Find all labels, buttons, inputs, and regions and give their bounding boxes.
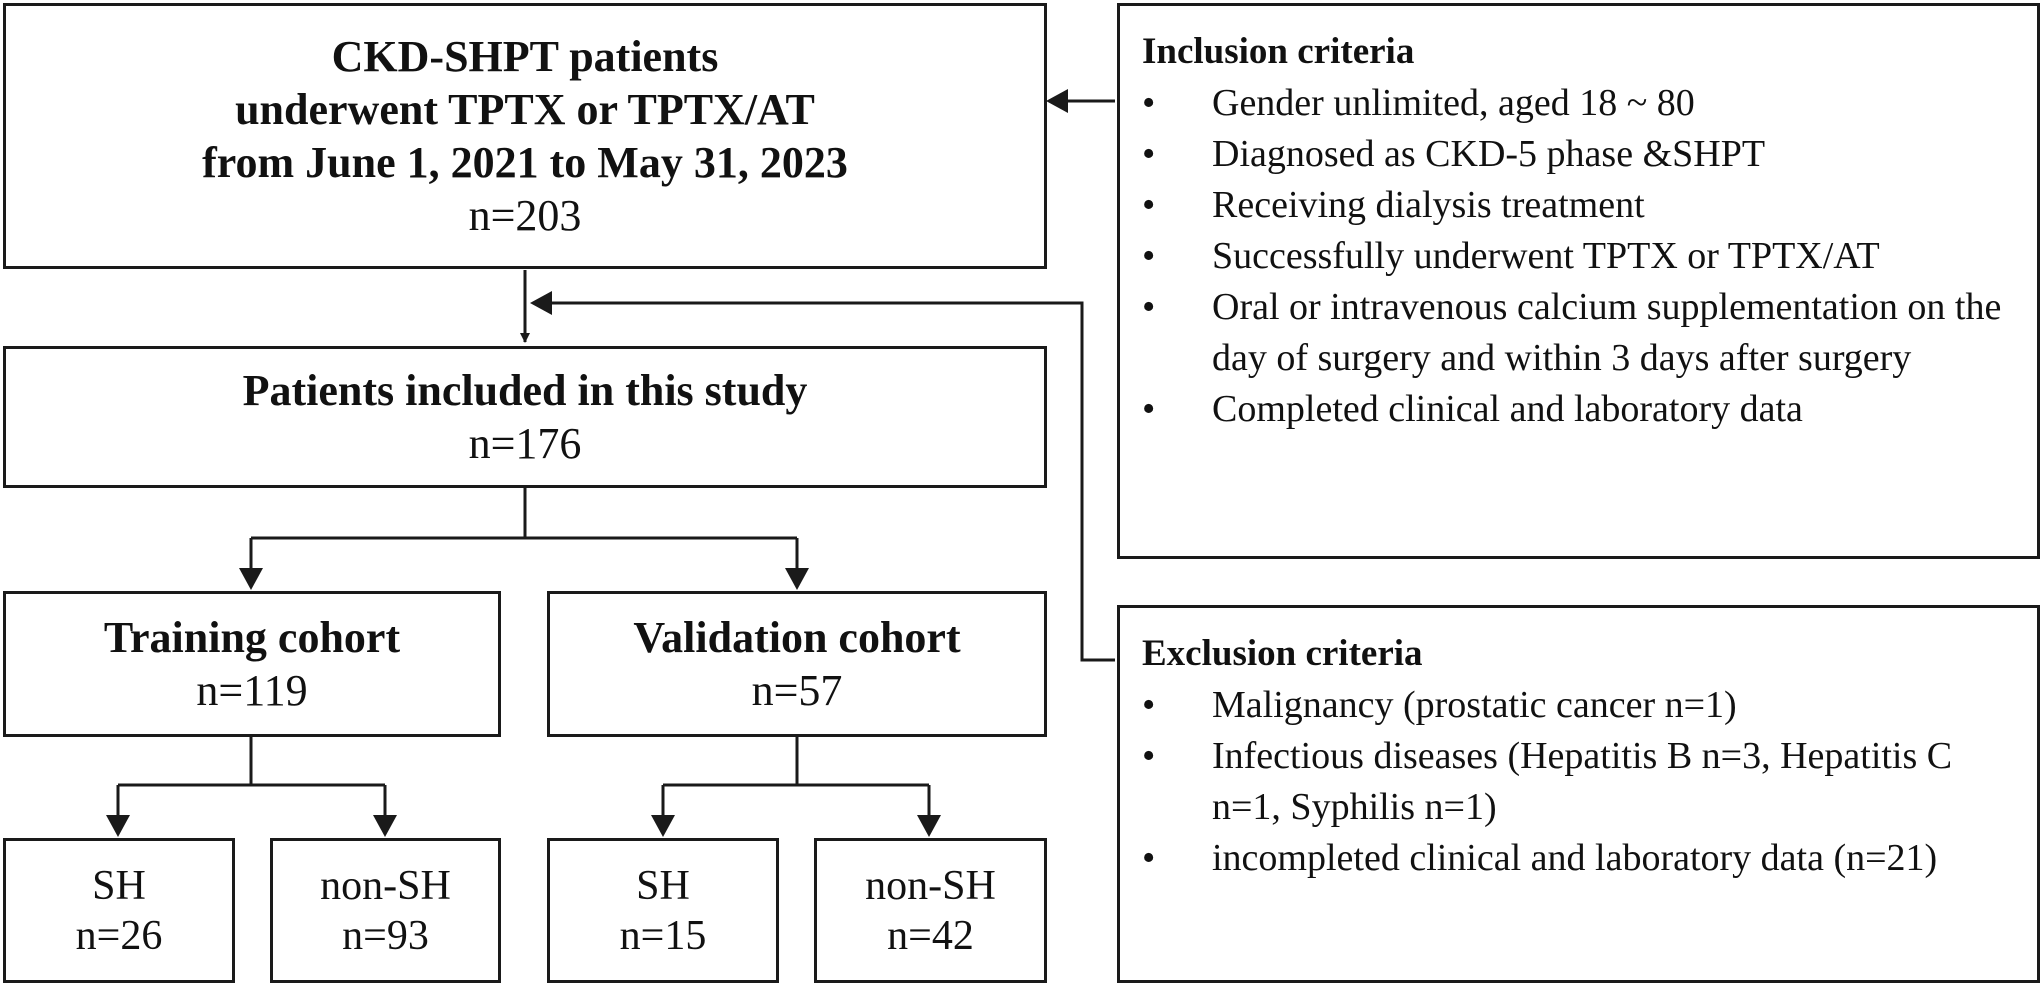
validation-nonsh-box	[814, 838, 1047, 983]
list-item	[1142, 78, 2027, 129]
bullet: •	[1142, 735, 1156, 777]
included-count: n=176	[468, 419, 582, 468]
exclusion-item-text: Infectious diseases (Hepatitis B n=3, Hepatitis C n=1, Syphilis n=1)	[1212, 735, 1953, 828]
inclusion-item-text: Completed clinical and laboratory data	[1212, 388, 1803, 430]
bullet: •	[1142, 235, 1156, 277]
list-item	[1142, 833, 2027, 884]
bullet: •	[1142, 837, 1156, 879]
validation-cohort-box	[547, 591, 1047, 737]
validation-nonsh-count: n=42	[887, 912, 974, 959]
training-nonsh-box	[270, 838, 501, 983]
source-line-3: from June 1, 2021 to May 31, 2023	[202, 138, 848, 187]
validation-nonsh-label: non-SH	[865, 862, 996, 909]
bullet: •	[1142, 388, 1156, 430]
list-item	[1142, 129, 2027, 180]
training-sh-label: SH	[92, 862, 146, 909]
source-box	[3, 3, 1047, 269]
exclusion-criteria-box	[1117, 605, 2040, 983]
inclusion-heading: Inclusion criteria	[1142, 31, 1415, 72]
bullet: •	[1142, 286, 1156, 328]
arrowhead-inclusion	[1046, 89, 1068, 113]
inclusion-criteria-box	[1117, 3, 2040, 559]
training-sh-count: n=26	[75, 912, 163, 959]
validation-sh-count: n=15	[619, 912, 707, 959]
source-line-2: underwent TPTX or TPTX/AT	[235, 85, 815, 134]
inclusion-item-text: Oral or intravenous calcium supplementation on the day of surgery and within 3 days after surgery	[1212, 286, 2002, 379]
list-item	[1142, 231, 2027, 282]
inclusion-list	[1142, 78, 2027, 435]
inclusion-item-text: Diagnosed as CKD-5 phase &SHPT	[1212, 133, 1766, 175]
included-box	[3, 346, 1047, 488]
exclusion-item-text: Malignancy (prostatic cancer n=1)	[1212, 684, 1737, 726]
validation-sh-box	[547, 838, 779, 983]
list-item	[1142, 282, 2027, 384]
list-item	[1142, 180, 2027, 231]
bullet: •	[1142, 133, 1156, 175]
exclusion-heading: Exclusion criteria	[1142, 633, 1423, 674]
validation-sh-label: SH	[636, 862, 690, 909]
list-item	[1142, 384, 2027, 435]
inclusion-item-text: Successfully underwent TPTX or TPTX/AT	[1212, 235, 1880, 277]
training-cohort-box	[3, 591, 501, 737]
arrowhead-validation	[785, 568, 809, 590]
exclusion-item-text: incompleted clinical and laboratory data (n=21)	[1212, 837, 1938, 879]
source-count: n=203	[468, 191, 582, 240]
included-title: Patients included in this study	[242, 366, 808, 415]
training-count: n=119	[196, 666, 308, 715]
training-title: Training cohort	[103, 613, 401, 662]
bullet: •	[1142, 184, 1156, 226]
validation-title: Validation cohort	[633, 613, 961, 662]
list-item	[1142, 680, 2027, 731]
training-nonsh-label: non-SH	[320, 862, 451, 909]
exclusion-list	[1142, 680, 2027, 884]
validation-count: n=57	[751, 666, 843, 715]
arrowhead-training	[239, 568, 263, 590]
inclusion-item-text: Gender unlimited, aged 18 ~ 80	[1212, 82, 1695, 124]
training-nonsh-count: n=93	[342, 912, 429, 959]
source-line-1: CKD-SHPT patients	[331, 32, 719, 81]
training-sh-box	[3, 838, 235, 983]
bullet: •	[1142, 684, 1156, 726]
inclusion-item-text: Receiving dialysis treatment	[1212, 184, 1645, 226]
bullet: •	[1142, 82, 1156, 124]
list-item	[1142, 731, 2027, 833]
arrowhead-exclusion	[530, 291, 552, 315]
